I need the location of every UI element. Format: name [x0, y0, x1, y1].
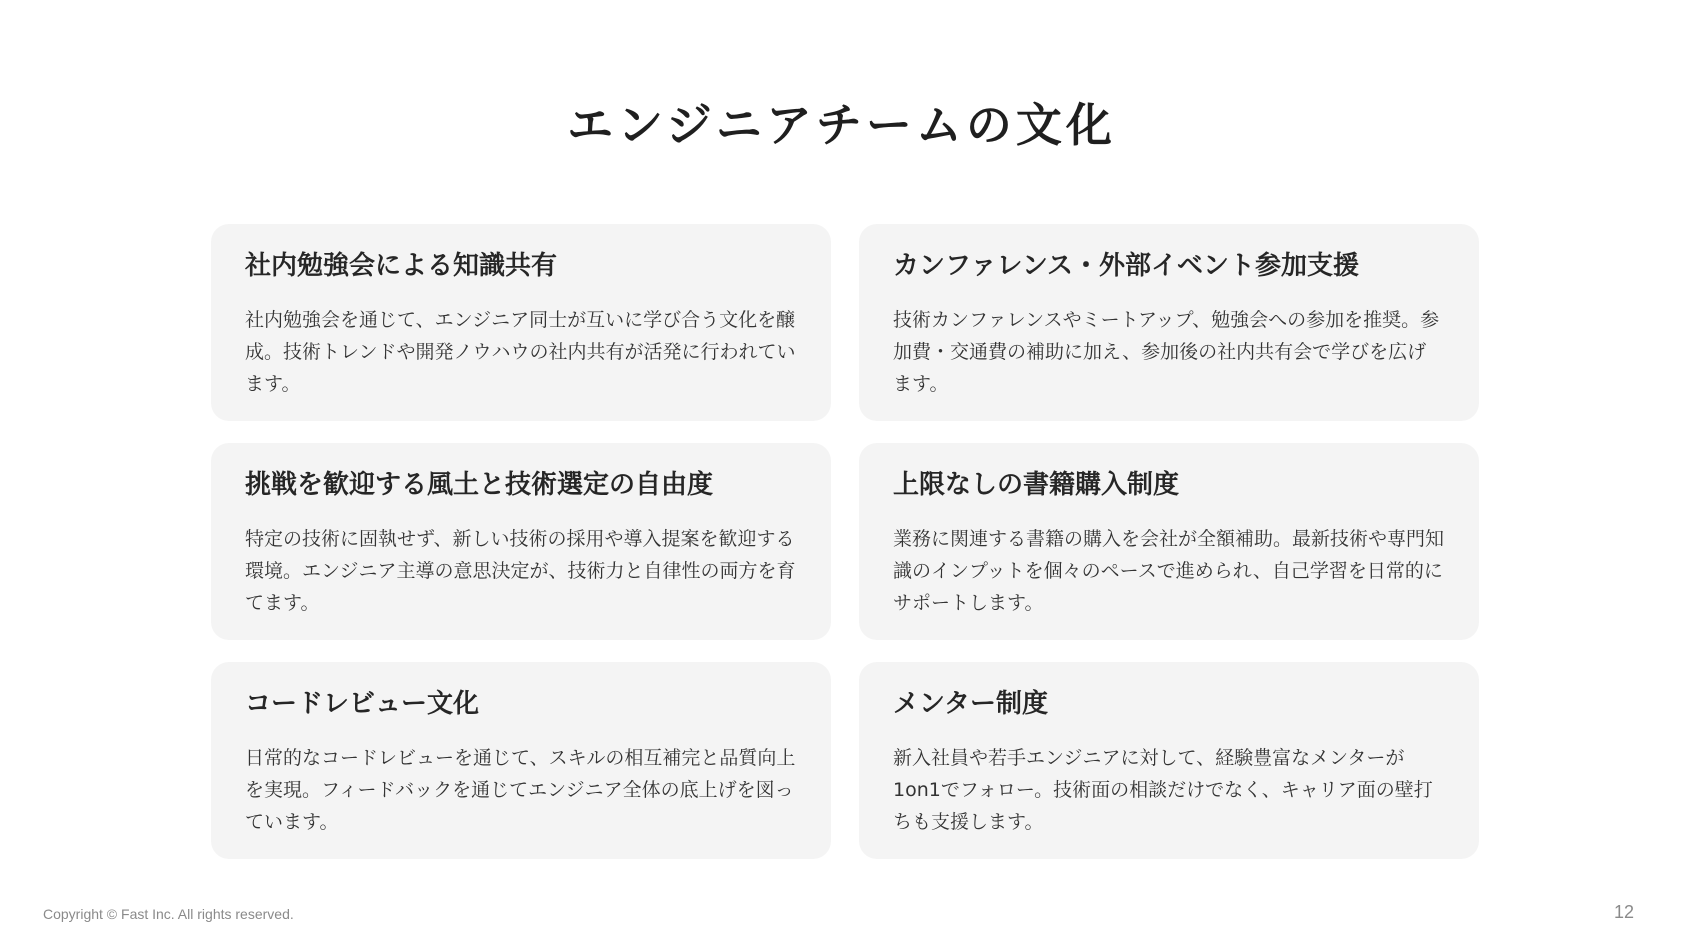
- card-title: メンター制度: [893, 689, 1048, 719]
- card-title: 挑戦を歓迎する風土と技術選定の自由度: [245, 470, 714, 500]
- culture-card-book-purchase: [859, 443, 1479, 640]
- card-title: 上限なしの書籍購入制度: [893, 470, 1180, 500]
- culture-card-conference-support: [859, 224, 1479, 421]
- card-title: 社内勉強会による知識共有: [245, 251, 558, 281]
- culture-card-code-review: [211, 662, 831, 859]
- footer-copyright: Copyright © Fast Inc. All rights reserved.: [43, 906, 294, 922]
- card-description: 技術カンファレンスやミートアップ、勉強会への参加を推奨。参加費・交通費の補助に加え、参加後の社内共有会で学びを広げます。: [893, 308, 1440, 395]
- slide-title: エンジニアチームの文化: [567, 98, 1116, 152]
- card-description: 業務に関連する書籍の購入を会社が全額補助。最新技術や専門知識のインプットを個々のペースで進められ、自己学習を日常的にサポートします。: [893, 527, 1445, 614]
- card-title: コードレビュー文化: [245, 689, 480, 719]
- card-description: 社内勉強会を通じて、エンジニア同士が互いに学び合う文化を醸成。技術トレンドや開発ノウハウの社内共有が活発に行われています。: [245, 308, 796, 395]
- card-title: カンファレンス・外部イベント参加支援: [893, 251, 1360, 281]
- culture-card-tech-freedom: [211, 443, 831, 640]
- page-number: 12: [1613, 902, 1634, 922]
- culture-card-study-sessions: [211, 224, 831, 421]
- culture-card-mentor-program: [859, 662, 1479, 859]
- culture-card-grid: [211, 224, 1479, 859]
- card-description: 特定の技術に固執せず、新しい技術の採用や導入提案を歓迎する環境。エンジニア主導の意思決定が、技術力と自律性の両方を育てます。: [245, 527, 796, 614]
- card-description: 日常的なコードレビューを通じて、スキルの相互補完と品質向上を実現。フィードバックを通じてエンジニア全体の底上げを図っています。: [245, 746, 796, 833]
- card-description: 新入社員や若手エンジニアに対して、経験豊富なメンターが1on1でフォロー。技術面の相談だけでなく、キャリア面の壁打ちも支援します。: [893, 746, 1433, 833]
